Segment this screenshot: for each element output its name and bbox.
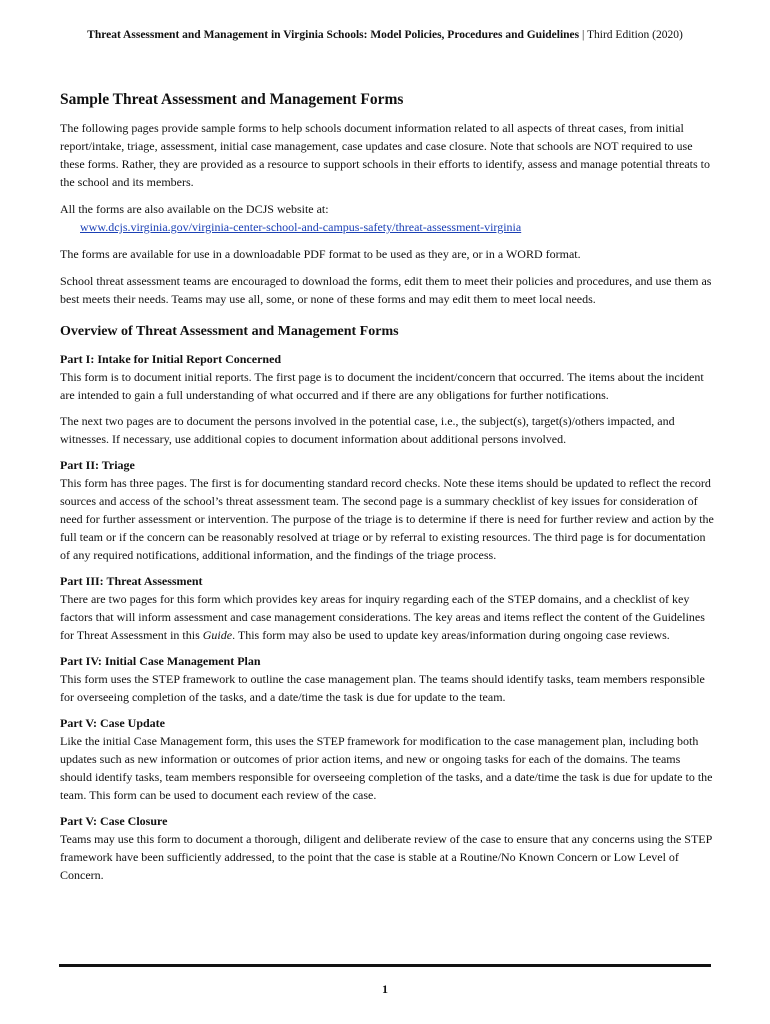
part3-section xyxy=(60,572,714,644)
part4-section xyxy=(60,652,714,706)
running-header xyxy=(0,27,770,43)
part1-heading: Part I: Intake for Initial Report Concerned xyxy=(60,352,282,366)
header-title: Threat Assessment and Management in Virginia Schools: Model Policies, Procedures and Guidelines xyxy=(87,29,580,41)
header-separator: | xyxy=(579,29,587,41)
part6-heading: Part V: Case Closure xyxy=(60,814,168,828)
part6-paragraph: Teams may use this form to document a thorough, diligent and deliberate review of the case to ensure that any concerns using the STEP framework have been sufficiently addressed, to the point that the case is stable at a Routine/No Known Concern or Low Level of Concern. xyxy=(60,832,712,882)
part1-paragraph-2: The next two pages are to document the persons involved in the potential case, i.e., the subject(s), target(s)/others impacted, and witnesses. If necessary, use additional copies to document information about additional persons involved. xyxy=(60,414,675,446)
part2-heading: Part II: Triage xyxy=(60,458,135,472)
part2-section xyxy=(60,456,714,564)
dcjs-website-link[interactable]: www.dcjs.virginia.gov/virginia-center-school-and-campus-safety/threat-assessment-virginia xyxy=(80,220,522,234)
page-title: Sample Threat Assessment and Management Forms xyxy=(60,91,404,108)
part5-paragraph: Like the initial Case Management form, this uses the STEP framework for modification to the case management plan, including both updates such as new information or outcomes of prior action items, and new or ongoing tasks for each of the domains. The teams should identify tasks, team members responsible for overseeing completion of the tasks, and a date/time the task is due for update to the team. This form can be used to document each review of the case. xyxy=(60,734,713,802)
part3-text-end: . This form may also be used to update key areas/information during ongoing case reviews. xyxy=(232,628,670,642)
website-block xyxy=(60,200,714,236)
formats-paragraph: The forms are available for use in a downloadable PDF format to be used as they are, or in a WORD format. xyxy=(60,247,581,261)
part4-heading: Part IV: Initial Case Management Plan xyxy=(60,654,261,668)
part3-paragraph xyxy=(60,590,714,644)
part4-paragraph: This form uses the STEP framework to outline the case management plan. The teams should identify tasks, team members responsible for overseeing completion of the tasks, and a date/time the task is due for update to the team. xyxy=(60,672,705,704)
part1-section xyxy=(60,350,714,448)
page-number: 1 xyxy=(382,982,388,996)
intro-paragraph: The following pages provide sample forms to help schools document information related to all aspects of threat cases, from initial report/intake, triage, assessment, initial case management, case updates and case closure. Note that schools are NOT required to use these forms. Rather, they are provided as a resource to support schools in their efforts to identify, assess and manage potential threats to the school and its members. xyxy=(60,121,711,189)
header-edition: Third Edition (2020) xyxy=(587,29,683,41)
overview-heading: Overview of Threat Assessment and Management Forms xyxy=(60,324,399,339)
part3-heading: Part III: Threat Assessment xyxy=(60,574,203,588)
page-content xyxy=(60,89,714,892)
part3-text-start: There are two pages for this form which provides key areas for inquiry regarding each of the STEP domains, and a checklist of key factors that will inform assessment and case management considerations. The key areas and items reflect the content of the Guidelines for Threat Assessment in this xyxy=(60,592,705,642)
part6-section xyxy=(60,812,714,884)
part5-section xyxy=(60,714,714,804)
encouraged-paragraph: School threat assessment teams are encouraged to download the forms, edit them to meet their policies and procedures, and use them as best meets their needs. Teams may use all, some, or none of these forms and may edit them to meet local needs. xyxy=(60,274,712,306)
part2-paragraph: This form has three pages. The first is for documenting standard record checks. Note these items should be updated to reflect the record sources and access of the school’s threat assessment team. The second page is a summary checklist of key issues for consideration of need for further assessment or intervention. The purpose of the triage is to determine if there is need for further review and action by the full team or if the concern can be reasonably resolved at triage or by referral to existing resources. The third page is for documentation of any required notifications, additional information, and the findings of the triage process. xyxy=(60,476,714,562)
part3-guide-italic: Guide xyxy=(202,628,233,642)
part5-heading: Part V: Case Update xyxy=(60,716,165,730)
available-text: All the forms are also available on the DCJS website at: xyxy=(60,202,329,216)
part1-paragraph-1: This form is to document initial reports. The first page is to document the incident/concern that occurred. The items about the incident are intended to gain a full understanding of what occurred and if there are any obligations for further notifications. xyxy=(60,370,704,402)
footer-rule xyxy=(59,964,711,967)
